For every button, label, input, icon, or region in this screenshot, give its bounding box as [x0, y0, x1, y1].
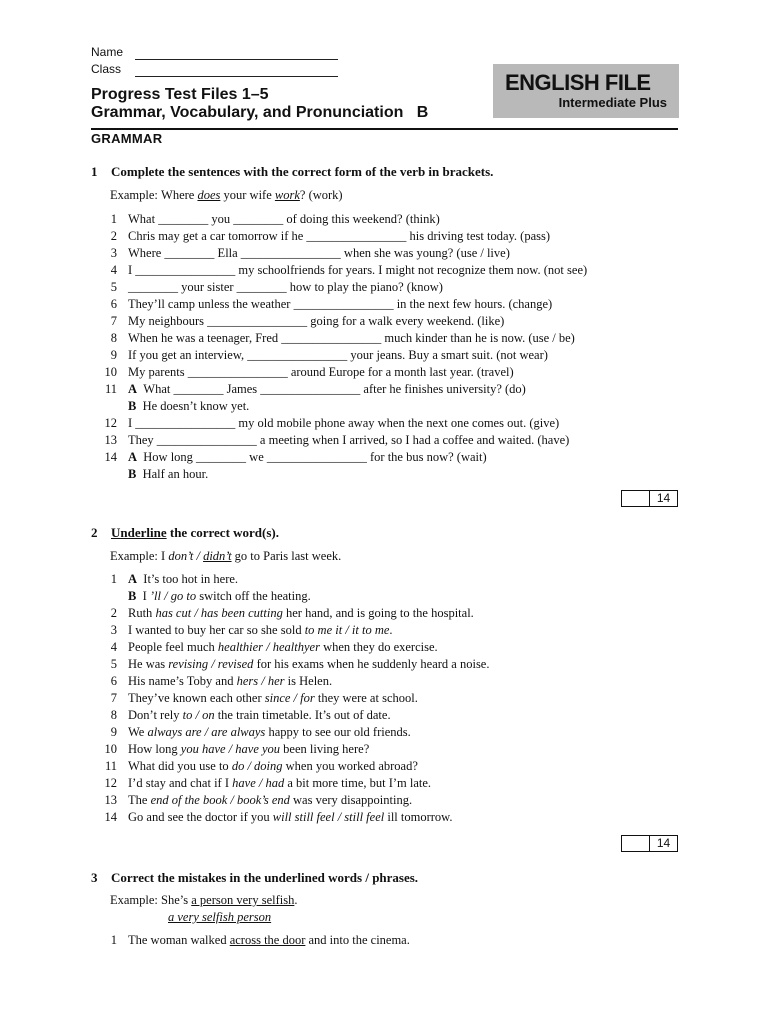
sentence-end: ill tomorrow. — [384, 810, 453, 824]
word-options[interactable]: to / on — [182, 708, 215, 722]
item-text — [128, 758, 418, 775]
item-text — [128, 330, 575, 347]
word-options[interactable]: always are / are always — [147, 725, 266, 739]
item-text — [128, 415, 559, 432]
q3-heading — [91, 870, 418, 886]
sentence: Where ________ Ella ________________ when she was young? (use / live) — [128, 246, 510, 260]
word-options[interactable]: has cut / has been cutting — [155, 606, 283, 620]
speaker-label: A — [128, 450, 138, 464]
q2-item — [91, 724, 691, 741]
q2-item — [91, 639, 691, 656]
underlined-mistake: across the door — [229, 933, 306, 947]
sentence-start: We — [128, 725, 148, 739]
sentence-start: The — [128, 793, 151, 807]
test-title: Progress Test Files 1–5 — [91, 86, 269, 103]
item-text — [128, 245, 510, 262]
word-options[interactable]: revising / revised — [168, 657, 254, 671]
sentence-start: His name’s Toby and — [128, 674, 237, 688]
q1-item — [91, 262, 691, 279]
sentence-start: I wanted to buy her car so she sold — [128, 623, 305, 637]
item-number: 8 — [110, 331, 117, 345]
sentence-start: It’s too hot in here. — [143, 572, 239, 586]
q1-item — [91, 449, 691, 466]
sentence: When he was a teenager, Fred ________________ much kinder than he is now. (use / be) — [128, 331, 575, 345]
sentence-start: I — [142, 589, 150, 603]
q2-item — [91, 605, 691, 622]
sentence-end: . — [389, 623, 393, 637]
sentence: Half an hour. — [142, 467, 209, 481]
item-number: 2 — [110, 229, 117, 243]
speaker-label: B — [128, 589, 137, 603]
item-number: 5 — [110, 280, 117, 294]
item-number: 1 — [110, 572, 117, 586]
sentence-start: The woman walked — [128, 933, 230, 947]
sentence-end: been living here? — [280, 742, 370, 756]
q1-items — [91, 211, 691, 483]
sentence-end: is Helen. — [284, 674, 333, 688]
item-text — [128, 690, 418, 707]
item-number: 4 — [110, 640, 117, 654]
sentence: What ________ you ________ of doing this weekend? (think) — [128, 212, 440, 226]
q2-item — [91, 792, 691, 809]
item-number: 12 — [104, 416, 117, 430]
word-options[interactable]: will still feel / still feel — [272, 810, 385, 824]
q1-item — [91, 415, 691, 432]
item-number: 11 — [104, 382, 117, 396]
word-options[interactable]: ’ll / go to — [149, 589, 197, 603]
brand-subtitle: Intermediate Plus — [558, 95, 667, 110]
sentence-start: They’ve known each other — [128, 691, 265, 705]
score-input[interactable] — [622, 836, 650, 851]
sentence-end: a bit more time, but I’m late. — [284, 776, 432, 790]
example-text: . — [294, 893, 298, 907]
word-options[interactable]: to me it / it to me — [304, 623, 390, 637]
q1-item — [91, 313, 691, 330]
example-text: your wife — [220, 188, 275, 202]
item-text — [128, 466, 208, 483]
item-text — [128, 262, 587, 279]
item-number: 10 — [104, 365, 117, 379]
item-number: 3 — [110, 623, 117, 637]
item-text — [128, 741, 369, 758]
q1-item — [91, 466, 691, 483]
q1-item — [91, 364, 691, 381]
item-text — [128, 364, 514, 381]
q2-item — [91, 690, 691, 707]
q2-instruction: the correct word(s). — [166, 525, 280, 540]
item-number: 14 — [104, 810, 117, 824]
sentence-end: when you worked abroad? — [282, 759, 418, 773]
item-text — [128, 381, 526, 398]
test-subtitle-text: Grammar, Vocabulary, and Pronunciation — [91, 104, 404, 121]
item-number: 4 — [110, 263, 117, 277]
q2-example — [110, 549, 341, 564]
sentence: How long ________ we ________________ for the bus now? (wait) — [143, 450, 487, 464]
speaker-label: A — [128, 572, 138, 586]
example-option: don’t — [168, 549, 194, 563]
q1-item — [91, 381, 691, 398]
example-separator: / — [193, 549, 204, 563]
item-number: 6 — [110, 674, 117, 688]
item-text — [128, 792, 412, 809]
word-options[interactable]: hers / her — [236, 674, 285, 688]
q2-score-box — [621, 835, 678, 852]
item-number: 7 — [110, 314, 117, 328]
item-number: 7 — [110, 691, 117, 705]
speaker-label: B — [128, 399, 137, 413]
name-field[interactable] — [135, 59, 338, 60]
sentence: My neighbours ________________ going for a walk every weekend. (like) — [128, 314, 505, 328]
item-number: 9 — [110, 725, 117, 739]
item-text — [128, 639, 438, 656]
q2-instruction-underline: Underline — [111, 525, 167, 540]
q1-item — [91, 228, 691, 245]
sentence-start: Don’t rely — [128, 708, 183, 722]
sentence-start: He was — [128, 657, 169, 671]
item-text — [128, 656, 490, 673]
q3-instruction: Correct the mistakes in the underlined words / phrases. — [111, 870, 419, 885]
q2-number: 2 — [91, 525, 98, 540]
item-number: 14 — [104, 450, 117, 464]
item-text — [128, 571, 238, 588]
q1-item — [91, 245, 691, 262]
item-number: 6 — [110, 297, 117, 311]
item-number: 2 — [110, 606, 117, 620]
q1-example — [110, 188, 343, 203]
q1-item — [91, 398, 691, 415]
q1-score-box — [621, 490, 678, 507]
q2-item — [91, 707, 691, 724]
example-label: Example: — [110, 549, 158, 563]
sentence-start: Go and see the doctor if you — [128, 810, 273, 824]
example-answer: does — [197, 188, 221, 202]
item-text — [128, 588, 311, 605]
sentence: My parents ________________ around Europe for a month last year. (travel) — [128, 365, 514, 379]
sentence: ________ your sister ________ how to play the piano? (know) — [128, 280, 443, 294]
q2-item — [91, 809, 691, 826]
sentence-end: when they do exercise. — [319, 640, 438, 654]
sentence: He doesn’t know yet. — [142, 399, 250, 413]
item-number: 13 — [104, 793, 117, 807]
item-text — [128, 313, 504, 330]
q2-item — [91, 758, 691, 775]
item-text — [128, 347, 548, 364]
sentence: They ________________ a meeting when I arrived, so I had a coffee and waited. (have) — [128, 433, 570, 447]
q3-item — [91, 932, 691, 949]
q3-number: 3 — [91, 870, 98, 885]
item-text — [128, 605, 474, 622]
word-options[interactable]: you have / have you — [180, 742, 281, 756]
item-number: 9 — [110, 348, 117, 362]
sentence-end: for his exams when he suddenly heard a noise. — [253, 657, 490, 671]
sentence-start: Ruth — [128, 606, 156, 620]
sentence-end: switch off the heating. — [196, 589, 311, 603]
sentence-end: was very disappointing. — [289, 793, 413, 807]
item-number: 13 — [104, 433, 117, 447]
q2-item — [91, 775, 691, 792]
word-options[interactable]: healthier / healthyer — [217, 640, 320, 654]
sentence-end: her hand, and is going to the hospital. — [282, 606, 474, 620]
item-text — [128, 432, 569, 449]
item-text — [128, 228, 550, 245]
class-label: Class — [91, 62, 122, 76]
item-text — [128, 398, 249, 415]
q1-item — [91, 347, 691, 364]
q1-item — [91, 330, 691, 347]
example-text: ? (work) — [299, 188, 343, 202]
section-heading: GRAMMAR — [91, 131, 163, 146]
q2-item — [91, 673, 691, 690]
sentence-end: the train timetable. It’s out of date. — [214, 708, 391, 722]
q3-items — [91, 932, 691, 949]
sentence: If you get an interview, ________________ your jeans. Buy a smart suit. (not wear) — [128, 348, 548, 362]
sentence-start: I’d stay and chat if I — [128, 776, 233, 790]
score-total: 14 — [656, 836, 671, 850]
item-text — [128, 809, 453, 826]
q1-number: 1 — [91, 164, 98, 179]
sentence: What ________ James ________________ after he finishes university? (do) — [143, 382, 526, 396]
item-number: 12 — [104, 776, 117, 790]
q2-heading — [91, 525, 279, 541]
item-number: 8 — [110, 708, 117, 722]
item-text — [128, 932, 410, 949]
item-text — [128, 775, 431, 792]
brand-title: ENGLISH FILE — [505, 70, 651, 95]
brand-banner — [493, 64, 679, 118]
item-text — [128, 449, 487, 466]
item-text — [128, 211, 440, 228]
item-text — [128, 707, 391, 724]
q1-instruction: Complete the sentences with the correct form of the verb in brackets. — [111, 164, 494, 179]
sentence: I ________________ my old mobile phone away when the next one comes out. (give) — [128, 416, 560, 430]
item-text — [128, 296, 552, 313]
word-options[interactable]: have / had — [232, 776, 285, 790]
item-number: 1 — [110, 933, 117, 947]
example-text: I — [161, 549, 169, 563]
item-text — [128, 724, 411, 741]
q2-item — [91, 656, 691, 673]
item-text — [128, 673, 332, 690]
q2-items — [91, 571, 691, 826]
q2-item — [91, 622, 691, 639]
q3-example-answer: a very selfish person — [168, 910, 272, 924]
example-answer: work — [274, 188, 300, 202]
sentence-end: they were at school. — [314, 691, 418, 705]
example-label: Example: — [110, 188, 158, 202]
speaker-label: A — [128, 382, 138, 396]
word-options[interactable]: since / for — [264, 691, 315, 705]
item-number: 1 — [110, 212, 117, 226]
speaker-label: B — [128, 467, 137, 481]
score-input[interactable] — [622, 491, 650, 506]
q3-example — [110, 893, 297, 908]
item-text — [128, 622, 393, 639]
q2-item — [91, 741, 691, 758]
sentence: They’ll camp unless the weather ________________ in the next few hours. (change) — [128, 297, 553, 311]
item-number: 10 — [104, 742, 117, 756]
word-options[interactable]: do / doing — [231, 759, 283, 773]
score-total: 14 — [656, 491, 671, 505]
example-answer: didn’t — [203, 549, 232, 563]
title-divider — [91, 128, 678, 130]
item-number: 11 — [104, 759, 117, 773]
sentence-start: How long — [128, 742, 181, 756]
test-version: B — [416, 104, 429, 121]
item-number: 3 — [110, 246, 117, 260]
example-text: She’s — [161, 893, 192, 907]
item-text — [128, 279, 443, 296]
q1-item — [91, 279, 691, 296]
sentence-end: and into the cinema. — [305, 933, 410, 947]
sentence: Chris may get a car tomorrow if he ________________ his driving test today. (pass) — [128, 229, 551, 243]
class-field[interactable] — [135, 76, 338, 77]
q1-item — [91, 211, 691, 228]
sentence-start: What did you use to — [128, 759, 232, 773]
item-number: 5 — [110, 657, 117, 671]
name-label: Name — [91, 45, 124, 59]
q1-item — [91, 296, 691, 313]
example-text: go to Paris last week. — [231, 549, 342, 563]
example-text: Where — [161, 188, 198, 202]
example-mistake: a person very selfish — [191, 893, 295, 907]
q2-item — [91, 571, 691, 588]
sentence-end: happy to see our old friends. — [265, 725, 411, 739]
q1-item — [91, 432, 691, 449]
example-label: Example: — [110, 893, 158, 907]
sentence: I ________________ my schoolfriends for years. I might not recognize them now. (not see) — [128, 263, 588, 277]
sentence-start: People feel much — [128, 640, 218, 654]
word-options[interactable]: end of the book / book’s end — [150, 793, 290, 807]
q2-item — [91, 588, 691, 605]
test-subtitle — [91, 104, 428, 122]
q1-heading — [91, 164, 493, 180]
